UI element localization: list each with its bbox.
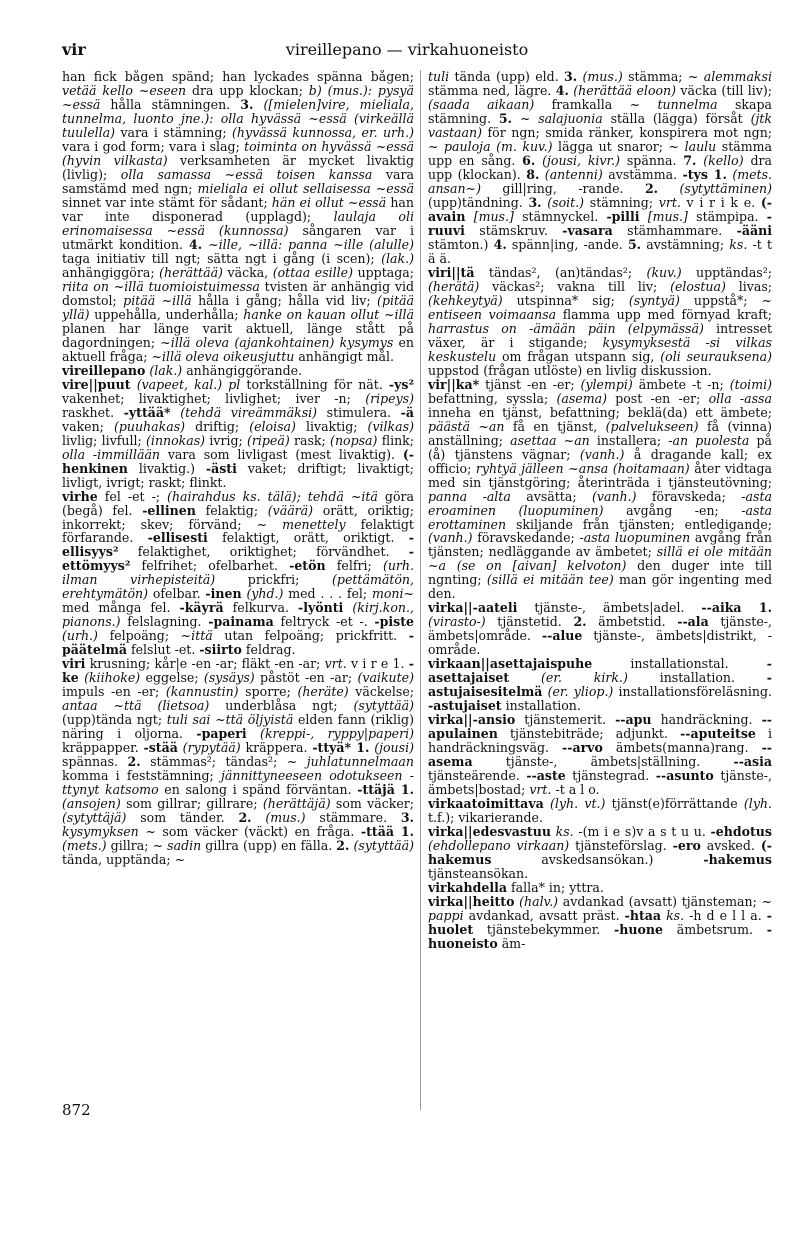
dictionary-entry: tuli tända (upp) eld. 3. (mus.) stämma; ~ alemmaksi stämma ned, lägre. 4. (herättää eloon) väcka (till liv); (saada aikaan) framkalla ~ tunnelma skapa stämning. 5. ~ salajuonia ställa (lägga) försåt (jtk vastaan) för ngn; smida ränker, konspirera mot ngn; ~ pauloja (m. kuv.) lägga ut snaror; ~ laulu stämma upp en sång. 6. (jousi, kivr.) spänna. 7. (kello) dra upp (klockan). 8. (antenni) avstämma. -tys 1. (mets. ansan~) gill|ring, -rande. 2. (sytyttäminen) (upp)tändning. 3. (soit.) stämning; vrt. v i r i k e. (-avain [mus.] stämnyckel. -pilli [mus.] stämpipa. -ruuvi stämskruv. -vasara stämhammare. -ääni stämton.) 4. spänn|ing, -ande. 5. avstämning; ks. -t t ä ä. xyxy=(428,70,772,266)
dictionary-entry: virkahdella falla* in; yttra. xyxy=(428,880,604,896)
running-header xyxy=(62,40,752,64)
dictionary-entry: virka||heitto (halv.) avdankad (avsatt) tjänsteman; ~ pappi avdankad, avsatt präst. -htaa ks. -h d e l l a. -huolet tjänstebekymmer. -huone ämbetsrum. -huoneisto äm- xyxy=(428,894,772,952)
dictionary-entry: virka||-ansio tjänstemerit. --apu handräckning. --apulainen tjänstebiträde; adjunkt. --aputeitse i handräckningsväg. --arvo ämbets(manna)rang. --asema tjänste-, ämbets|ställning. --asia tjänsteärende. --aste tjänstegrad. --asunto tjänste-, ämbets|bostad; vrt. -t a l o. xyxy=(428,712,772,798)
dictionary-entry: han fick bågen spänd; han lyckades spänna bågen; vetää kello ~eseen dra upp klockan; b) (mus.): pysyä ~essä hålla stämningen. 3. ([mielen]vire, mieliala, tunnelma, luonto jne.): olla hyvässä ~essä (virkeällä tuulella) vara i stämning; (hyvässä kunnossa, er. urh.) vara i god form; vara i slag; toiminta on hyvässä ~essä (hyvin vilkasta) verksamheten är mycket livaktig (livlig); olla samassa ~essä toisen kanssa vara samstämd med ngn; mieliala ei ollut sellaisessa ~essä sinnet var inte stämt för sådant; hän ei ollut ~essä han var inte disponerad (upplagd); laulaja oli erinomaisessa ~essä (kunnossa) sångaren var i utmärkt kondition. 4. ~ille, ~illä: panna ~ille (alulle) taga initiativ till ngt; sätta ngt i gång (i scen); (lak.) anhängiggöra; (herättää) väcka, (ottaa esille) upptaga; riita on ~illä tuomioistuimessa tvisten är anhängig vid domstol; pitää ~illä hålla i gång; hålla vid liv; (pitää yllä) uppehålla, underhålla; hanke on kauan ollut ~illä planen har länge varit aktuell, länge stått på dagordningen; ~illä oleva (ajankohtainen) kysymys en aktuell fråga; ~illä oleva oikeusjuttu anhängigt mål. xyxy=(62,70,414,364)
guide-words-center: vireillepano — virkahuoneisto xyxy=(285,40,529,59)
dictionary-entry: vireillepano (lak.) anhängiggörande. xyxy=(62,362,303,378)
dictionary-entry: virhe fel -et -; (hairahdus ks. tälä); tehdä ~itä göra (begå) fel. -ellinen felaktig; (väärä) orätt, oriktig; inkorrekt; skev; förvänd; ~ menettely felaktigt förfarande. -ellisesti felaktigt, orätt, oriktigt. -ellisyys² felaktighet, oriktighet; förvändhet. -ettömyys² felfrihet; ofelbarhet. -etön felfri; (urh. ilman virhepisteitä) prickfri; (pettämätön, erehtymätön) ofelbar. -inen (yhd.) med . . . fel; moni~ med många fel. -käyrä felkurva. -lyönti (kirj.kon., pianons.) felslagning. -painama feltryck -et -. -piste (urh.) felpoäng; ~ittä utan felpoäng; prickfritt. -päätelmä felslut -et. -siirto feldrag. xyxy=(62,488,414,658)
dictionary-entry: virkaan||asettajaispuhe installationstal. -asettajaiset (er. kirk.) installation. -astujaisesitelmä (er. yliop.) installationsföreläsning. -astujaiset installation. xyxy=(428,656,772,714)
right-column xyxy=(428,70,772,1110)
dictionary-entry: virkaatoimittava (lyh. vt.) tjänst(e)förrättande (lyh. t.f.); vikarierande. xyxy=(428,796,772,826)
left-column xyxy=(62,70,414,1110)
dictionary-entry: virka||edesvastuu ks. -(m i e s)v a s t u u. -ehdotus (ehdollepano virkaan) tjänsteförslag. -ero avsked. (-hakemus avskedsansökan.) -hakemus tjänsteansökan. xyxy=(428,824,772,882)
dictionary-entry: vir||ka* tjänst -en -er; (ylempi) ämbete -t -n; (toimi) befattning, syssla; (asema) post -en -er; olla -assa inneha en tjänst, befattning; beklä(da) ett ämbete; päästä ~an få en tjänst, (palvelukseen) få (vinna) anställning; asettaa ~an installera; -an puolesta på (å) tjänstens vägnar; (vanh.) å dragande kall; ex officio; ryhtyä jälleen ~ansa (hoitamaan) åter vidtaga med sin tjänstgöring; återinträda i tjänsteutövning; panna -alta avsätta; (vanh.) föravskeda; -asta eroaminen (luopuminen) avgång -en; -asta erottaminen skiljande från tjänsten; entledigande; (vanh.) föravskedande; -asta luopuminen avgång från tjänsten; nedläggande av ämbetet; sillä ei ole mitään ~a (se on [aivan] kelvoton) den duger inte till ngnting; (sillä ei mitään tee) man gör ingenting med den. xyxy=(428,376,772,602)
dictionary-entry: viri||tä tändas², (an)tändas²; (kuv.) upptändas²; (herätä) väckas²; vakna till liv; (elostua) livas; (kehkeytyä) utspinna* sig; (syntyä) uppstå*; ~ entiseen voimaansa flamma upp med förnyad kraft; harrastus on -ämään päin (elpymässä) intresset växer, är i stigande; kysymyksestä -si vilkas keskustelu om frågan utspann sig, (oli seurauksena) uppstod (frågan utlöste) en livlig diskussion. xyxy=(428,264,772,378)
page-number: 872 xyxy=(62,1101,91,1119)
dictionary-entry: virka||-aateli tjänste-, ämbets|adel. --aika 1. (virasto-) tjänstetid. 2. ämbetstid. --ala tjänste-, ämbets|område. --alue tjänste-, ämbets|distrikt, -område. xyxy=(428,600,772,658)
column-divider xyxy=(420,70,421,1110)
dictionary-entry: vire||puut (vapeet, kal.) pl torkställning för nät. -ys² vakenhet; livaktighet; livlighet; iver -n; (ripeys) raskhet. -yttää* (tehdä vireämmäksi) stimulera. -ä vaken; (puuhakas) driftig; (eloisa) livaktig; (vilkas) livlig; livfull; (innokas) ivrig; (ripeä) rask; (nopsa) flink; olla -immillään vara som livligast (mest livaktig). (-henkinen livaktig.) -ästi vaket; driftigt; livaktigt; livligt, ivrigt; raskt; flinkt. xyxy=(62,376,414,490)
guide-word-left: vir xyxy=(62,40,86,59)
dictionary-entry: viri krusning; kår|e -en -ar; fläkt -en -ar; vrt. v i r e 1. -ke (kiihoke) eggelse; (sysäys) påstöt -en -ar; (vaikute) impuls -en -er; (kannustin) sporre; (heräte) väckelse; antaa ~ttä (lietsoa) underblåsa ngt; (sytyttää) (upp)tända ngt; tuli sai ~ttä öljyistä elden fann (riklig) näring i oljorna. -paperi (kreppi-, ryppy|paperi) kräppapper. -stää (rypytää) kräppera. -ttyä* 1. (jousi) spännas. 2. stämmas²; tändas²; ~ juhlatunnelmaan komma i feststämning; jännittyneeseen odotukseen -ttynyt katsomo en salong i spänd förväntan. -ttäjä 1. (ansojen) som gillrar; gillrare; (herättäjä) som väcker; (sytyttäjä) som tänder. 2. (mus.) stämmare. 3. kysymyksen ~ som väcker (väckt) en fråga. -ttää 1. (mets.) gillra; ~ sadin gillra (upp) en fälla. 2. (sytyttää) tända, upptända; ~ xyxy=(62,656,414,868)
